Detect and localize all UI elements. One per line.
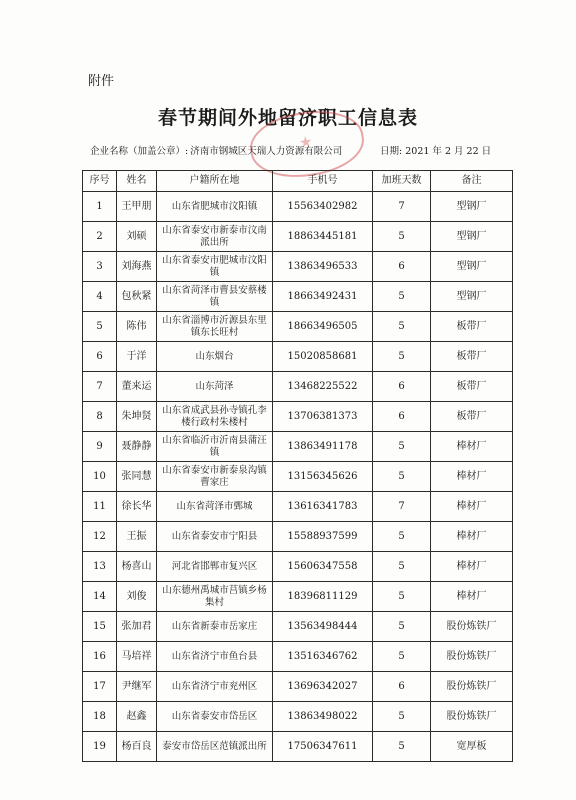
- cell-note: 棒材厂: [431, 492, 513, 522]
- cell-no: 2: [83, 222, 117, 252]
- cell-overtime-days: 5: [373, 552, 431, 582]
- table-row: [83, 672, 513, 702]
- cell-overtime-days: 5: [373, 642, 431, 672]
- table-row: [83, 582, 513, 612]
- cell-note: 型钢厂: [431, 192, 513, 222]
- cell-no: 12: [83, 522, 117, 552]
- cell-overtime-days: 5: [373, 612, 431, 642]
- cell-phone: 13706381373: [273, 402, 373, 432]
- cell-name: 尹继军: [117, 672, 157, 702]
- cell-no: 8: [83, 402, 117, 432]
- cell-no: 6: [83, 342, 117, 372]
- cell-address: 山东省新泰市岳家庄: [157, 612, 273, 642]
- cell-overtime-days: 6: [373, 402, 431, 432]
- cell-phone: 17506347611: [273, 732, 373, 762]
- cell-note: 棒材厂: [431, 462, 513, 492]
- table-row: [83, 612, 513, 642]
- cell-name: 陈伟: [117, 312, 157, 342]
- cell-name: 杨百良: [117, 732, 157, 762]
- table-header-row: [83, 171, 513, 192]
- table-row: [83, 252, 513, 282]
- cell-overtime-days: 5: [373, 432, 431, 462]
- cell-name: 聂静静: [117, 432, 157, 462]
- cell-address: 山东省菏泽市鄄城: [157, 492, 273, 522]
- cell-name: 包秋紧: [117, 282, 157, 312]
- cell-phone: 15563402982: [273, 192, 373, 222]
- company-label: 企业名称（加盖公章）:: [90, 146, 189, 157]
- cell-overtime-days: 5: [373, 582, 431, 612]
- cell-address: 山东烟台: [157, 342, 273, 372]
- header-name: 姓名: [117, 171, 157, 192]
- document-meta: [90, 143, 510, 157]
- cell-no: 9: [83, 432, 117, 462]
- cell-no: 11: [83, 492, 117, 522]
- cell-name: 朱坤贤: [117, 402, 157, 432]
- cell-address: 山东省临沂市沂南县蒲汪镇: [157, 432, 273, 462]
- cell-address: 山东德州禹城市莒镇乡杨集村: [157, 582, 273, 612]
- header-overtime-days: 加班天数: [373, 171, 431, 192]
- cell-note: 型钢厂: [431, 252, 513, 282]
- cell-name: 杨喜山: [117, 552, 157, 582]
- cell-address: 山东菏泽: [157, 372, 273, 402]
- cell-phone: 13863496533: [273, 252, 373, 282]
- cell-note: 股份炼铁厂: [431, 702, 513, 732]
- cell-address: 山东省泰安市新泰泉沟镇曹家庄: [157, 462, 273, 492]
- cell-name: 徐长华: [117, 492, 157, 522]
- cell-phone: 13516346762: [273, 642, 373, 672]
- cell-phone: 15588937599: [273, 522, 373, 552]
- header-note: 备注: [431, 171, 513, 192]
- cell-address: 河北省邯郸市复兴区: [157, 552, 273, 582]
- cell-phone: 13468225522: [273, 372, 373, 402]
- table-row: [83, 702, 513, 732]
- cell-overtime-days: 6: [373, 252, 431, 282]
- cell-no: 18: [83, 702, 117, 732]
- cell-name: 张加君: [117, 612, 157, 642]
- cell-note: 板带厂: [431, 372, 513, 402]
- cell-overtime-days: 5: [373, 282, 431, 312]
- company-name: 济南市钢城区天瑞人力资源有限公司: [190, 146, 343, 157]
- date-block: [380, 143, 491, 157]
- staff-info-table: [82, 170, 513, 762]
- cell-overtime-days: 6: [373, 372, 431, 402]
- cell-overtime-days: 5: [373, 462, 431, 492]
- cell-no: 13: [83, 552, 117, 582]
- cell-no: 4: [83, 282, 117, 312]
- table-row: [83, 282, 513, 312]
- cell-address: 山东省济宁市兖州区: [157, 672, 273, 702]
- cell-overtime-days: 5: [373, 522, 431, 552]
- attachment-label: 附件: [88, 74, 115, 89]
- table-row: [83, 222, 513, 252]
- cell-address: 山东省成武县孙寺镇孔李楼行政村朱楼村: [157, 402, 273, 432]
- cell-note: 板带厂: [431, 402, 513, 432]
- table-row: [83, 342, 513, 372]
- table-row: [83, 522, 513, 552]
- cell-phone: 18663492431: [273, 282, 373, 312]
- date-label: 日期:: [380, 146, 403, 157]
- cell-no: 1: [83, 192, 117, 222]
- cell-phone: 18863445181: [273, 222, 373, 252]
- cell-phone: 18663496505: [273, 312, 373, 342]
- cell-overtime-days: 5: [373, 732, 431, 762]
- cell-phone: 13863491178: [273, 432, 373, 462]
- header-no: 序号: [83, 171, 117, 192]
- cell-address: 山东省济宁市鱼台县: [157, 642, 273, 672]
- cell-note: 板带厂: [431, 342, 513, 372]
- cell-note: 股份炼铁厂: [431, 642, 513, 672]
- document-title: 春节期间外地留济职工信息表: [157, 107, 418, 129]
- date-value: 2021 年 2 月 22 日: [405, 146, 492, 157]
- cell-no: 19: [83, 732, 117, 762]
- cell-address: 山东省肥城市汶阳镇: [157, 192, 273, 222]
- cell-no: 7: [83, 372, 117, 402]
- cell-phone: 13156345626: [273, 462, 373, 492]
- cell-no: 14: [83, 582, 117, 612]
- cell-address: 山东省泰安市岱岳区: [157, 702, 273, 732]
- cell-phone: 15606347558: [273, 552, 373, 582]
- cell-overtime-days: 5: [373, 342, 431, 372]
- header-phone: 手机号: [273, 171, 373, 192]
- table-row: [83, 462, 513, 492]
- cell-no: 5: [83, 312, 117, 342]
- header-address: 户籍所在地: [157, 171, 273, 192]
- cell-no: 17: [83, 672, 117, 702]
- table-row: [83, 432, 513, 462]
- cell-name: 刘海燕: [117, 252, 157, 282]
- cell-name: 刘硕: [117, 222, 157, 252]
- cell-no: 10: [83, 462, 117, 492]
- cell-name: 于洋: [117, 342, 157, 372]
- table-row: [83, 642, 513, 672]
- cell-note: 型钢厂: [431, 222, 513, 252]
- cell-overtime-days: 5: [373, 312, 431, 342]
- table-body: [83, 192, 513, 762]
- cell-no: 3: [83, 252, 117, 282]
- table-row: [83, 552, 513, 582]
- cell-address: 山东省泰安市宁阳县: [157, 522, 273, 552]
- table-row: [83, 732, 513, 762]
- table-row: [83, 192, 513, 222]
- cell-note: 棒材厂: [431, 432, 513, 462]
- cell-note: 棒材厂: [431, 552, 513, 582]
- cell-name: 王甲朋: [117, 192, 157, 222]
- cell-note: 宽厚板: [431, 732, 513, 762]
- cell-address: 山东省泰安市新泰市汶南派出所: [157, 222, 273, 252]
- cell-overtime-days: 7: [373, 492, 431, 522]
- cell-overtime-days: 5: [373, 702, 431, 732]
- cell-name: 刘俊: [117, 582, 157, 612]
- cell-no: 15: [83, 612, 117, 642]
- cell-phone: 15020858681: [273, 342, 373, 372]
- cell-name: 王振: [117, 522, 157, 552]
- cell-note: 板带厂: [431, 312, 513, 342]
- cell-note: 棒材厂: [431, 582, 513, 612]
- cell-phone: 18396811129: [273, 582, 373, 612]
- cell-address: 山东省泰安市肥城市汶阳镇: [157, 252, 273, 282]
- cell-name: 赵鑫: [117, 702, 157, 732]
- cell-address: 山东省菏泽市曹县安蔡楼镇: [157, 282, 273, 312]
- cell-name: 张同慧: [117, 462, 157, 492]
- cell-note: 棒材厂: [431, 522, 513, 552]
- table-row: [83, 312, 513, 342]
- cell-overtime-days: 7: [373, 192, 431, 222]
- cell-note: 股份炼铁厂: [431, 612, 513, 642]
- cell-name: 董来运: [117, 372, 157, 402]
- cell-address: 山东省淄博市沂源县东里镇东长旺村: [157, 312, 273, 342]
- cell-overtime-days: 5: [373, 222, 431, 252]
- cell-no: 16: [83, 642, 117, 672]
- cell-address: 泰安市岱岳区范镇派出所: [157, 732, 273, 762]
- cell-name: 马培祥: [117, 642, 157, 672]
- cell-note: 型钢厂: [431, 282, 513, 312]
- cell-note: 股份炼铁厂: [431, 672, 513, 702]
- cell-phone: 13616341783: [273, 492, 373, 522]
- cell-phone: 13863498022: [273, 702, 373, 732]
- table-row: [83, 492, 513, 522]
- table-row: [83, 372, 513, 402]
- cell-phone: 13563498444: [273, 612, 373, 642]
- cell-phone: 13696342027: [273, 672, 373, 702]
- cell-overtime-days: 6: [373, 672, 431, 702]
- table-row: [83, 402, 513, 432]
